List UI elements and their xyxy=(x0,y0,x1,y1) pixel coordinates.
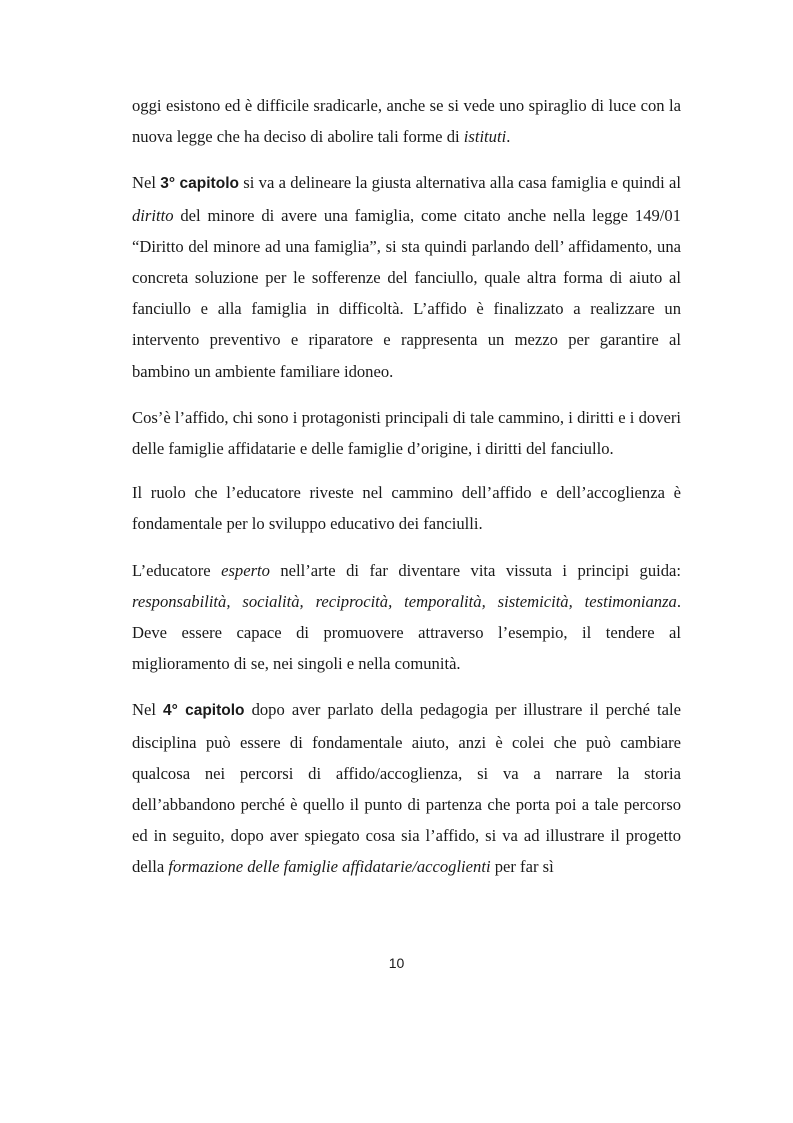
body-text xyxy=(132,90,681,883)
emphasis-principles-list: responsabilità, socialità, reciprocità, temporalità, sistemicità, testimonianza xyxy=(132,591,677,611)
emphasis-istituti: istituti xyxy=(463,127,507,147)
paragraph-chapter-3: Nel 3° capitolo si va a delineare la giusta alternativa alla casa famiglia e quindi al diritto del minore di avere una famiglia, come citato anche nella legge 149/01 “Diritto del minore ad una famiglia”, si sta quindi parlando dell’ affidamento, una concreta soluzione per le sofferenze del fanciullo, quale altra forma di aiuto al fanciullo e alla famiglia in difficoltà. L’affido è finalizzato a realizzare un intervento preventivo e riparatore e rappresenta un mezzo per garantire al bambino un ambiente familiare idoneo. xyxy=(132,173,681,381)
emphasis-formazione: formazione delle famiglie affidatarie/accoglienti xyxy=(168,857,491,877)
paragraph-educator-principles: L’educatore esperto nell’arte di far diventare vita vissuta i principi guida: responsabilità, socialità, reciprocità, temporalità, sistemicità, testimonianza. Deve essere capace di promuovere attraverso l’esempio, il tendere al miglioramento di se, nei singoli e nella comunità. xyxy=(132,560,681,674)
emphasis-esperto: esperto xyxy=(221,560,270,580)
paragraph-affido-definition: Cos’è l’affido, chi sono i protagonisti principali di tale cammino, i diritti e i doveri delle famiglie affidatarie e delle famiglie d’origine, i diritti del fanciullo. xyxy=(132,407,681,459)
chapter-4-label: 4° capitolo xyxy=(163,702,245,720)
paragraph-educator-role: Il ruolo che l’educatore riveste nel cammino dell’affido e dell’accoglienza è fondamentale per lo sviluppo educativo dei fanciulli. xyxy=(132,483,681,534)
page-number: 10 xyxy=(388,955,405,971)
paragraph-continuation: oggi esistono ed è difficile sradicarle, anche se si vede uno spiraglio di luce con la nuova legge che ha deciso di abolire tali forme di istituti. xyxy=(132,96,681,147)
paragraph-chapter-4: Nel 4° capitolo dopo aver parlato della pedagogia per illustrare il perché tale disciplina può essere di fondamentale aiuto, anzi è colei che può cambiare qualcosa nei percorsi di affido/accoglienza, si va a narrare la storia dell’abbandono perché è quello il punto di partenza che porta poi a tale percorso ed in seguito, dopo aver spiegato cosa sia l’affido, si va ad illustrare il progetto della formazione delle famiglie affidatarie/accoglienti per far sì xyxy=(132,700,681,877)
chapter-3-label: 3° capitolo xyxy=(160,175,239,193)
emphasis-diritto: diritto xyxy=(132,205,174,225)
